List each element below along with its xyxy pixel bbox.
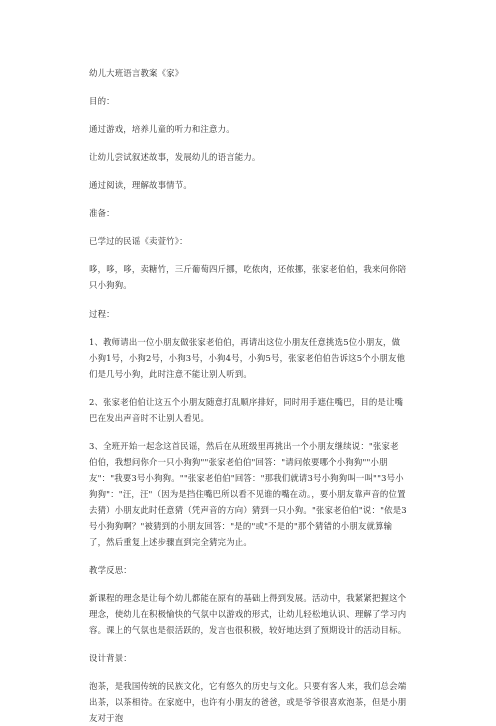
section-heading-goal: 目的：	[89, 96, 115, 106]
section-heading-process: 过程：	[89, 309, 115, 319]
document-title: 幼儿大班语言教案《家》	[89, 68, 184, 78]
background-paragraph: 泡茶，是我国传统的民族文化，它有悠久的历史与文化。只要有客人来，我们总会端出茶，以茶相待。在家庭中，也许有小朋友的爸爸，或是爷爷很喜欢泡茶，但是小朋友对于泡	[89, 681, 407, 723]
section-heading-reflection: 教学反思：	[89, 565, 132, 575]
process-step-1: 1、教师请出一位小朋友做张家老伯伯，再请出这位小朋友任意挑选5位小朋友，做小狗1号，小狗2号，小狗3号，小狗4号，小狗5号，张家老伯伯告诉这5个小朋友他们是几号小狗，此时注意不能让别人听到。	[89, 337, 406, 379]
section-heading-prep: 准备：	[89, 208, 115, 218]
goal-item-1: 通过游戏，培养儿童的听力和注意力。	[89, 124, 235, 134]
prep-rhyme: 哆，哆，哆，卖糖竹，三斤葡萄四斤挪，吃侬肉，还侬挪，张家老伯伯，我来问你陪只小狗狗。	[89, 264, 407, 290]
reflection-paragraph: 新课程的理念是让每个幼儿都能在原有的基础上得到发展。活动中，我紧紧把握这个理念，使幼儿在积极愉快的气氛中以游戏的形式，让幼儿轻松地认识、理解了学习内容。课上的气氛也是很活跃的，发言也很积极，较好地达到了预期设计的活动目标。	[89, 593, 407, 635]
prep-item-1: 已学过的民谣《卖萱竹》：	[89, 236, 188, 246]
process-step-3: 3、全班开始一起念这首民谣，然后在从班级里再挑出一个小朋友继续说："张家老伯伯，我想问你介一只小狗狗""张家老伯伯"回答："请问侬要哪个小狗狗""小朋友"："我要3号小狗狗。""张家老伯伯"回答："那我们就请3号小狗狗叫一叫""3号小狗狗"："汪，汪"（因为是挡住嘴巴所以看不见谁的嘴在动。，要小朋友靠声音的位置去猜）小朋友此时任意猜（凭声音的方向）猜到一只小狗。"张家老伯伯"说："依是3号小狗狗啊？"被猜到的小朋友回答："是的"或"不是的"那个猜错的小朋友就算输了，然后重复上述步骤直到完全猜完为止。	[89, 441, 407, 547]
document-body	[89, 65, 407, 726]
process-step-2: 2、张家老伯伯让这五个小朋友随意打乱顺序排好，同时用手遮住嘴巴，目的是让嘴巴在发出声音时不让别人看见。	[89, 397, 404, 423]
goal-item-3: 通过阅读，理解故事情节。	[89, 180, 192, 190]
goal-item-2: 让幼儿尝试叙述故事，发展幼儿的语言能力。	[89, 152, 261, 162]
section-heading-background: 设计背景：	[89, 653, 132, 663]
